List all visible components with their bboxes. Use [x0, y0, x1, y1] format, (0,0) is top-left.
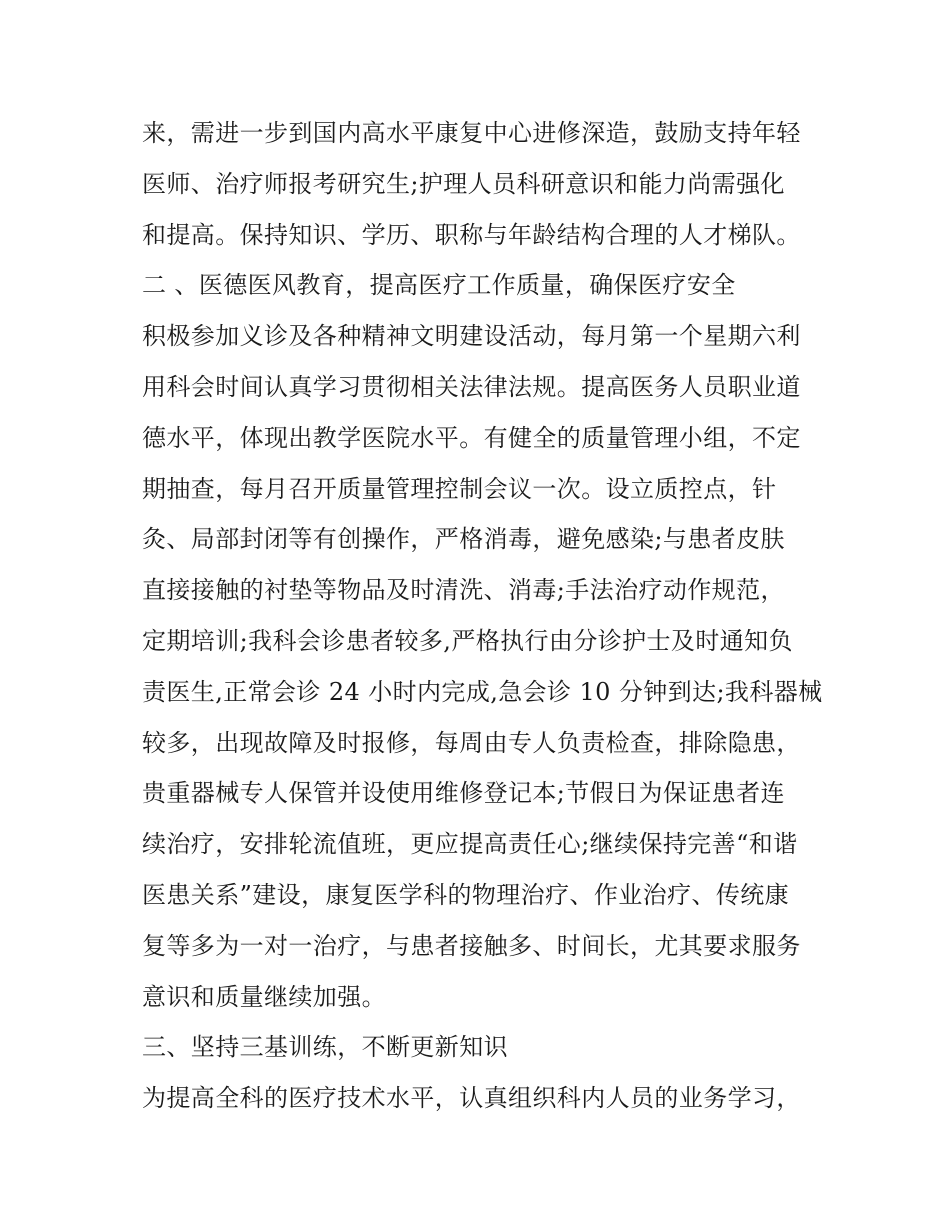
text-line: 来，需进一步到国内高水平康复中心进修深造，鼓励支持年轻 [142, 119, 801, 147]
text-line: 积极参加义诊及各种精神文明建设活动，每月第一个星期六利 [142, 322, 801, 351]
text-line: 和提高。保持知识、学历、职称与年龄结构合理的人才梯队。 [142, 220, 801, 249]
text-line: 期抽查，每月召开质量管理控制会议一次。设立质控点，针 [142, 474, 777, 503]
text-line: 为提高全科的医疗技术水平，认真组织科内人员的业务学习， [142, 1084, 801, 1113]
text-line: 医患关系”建设，康复医学科的物理治疗、作业治疗、传统康 [142, 880, 790, 909]
text-line: 用科会时间认真学习贯彻相关法律法规。提高医务人员职业道 [142, 372, 801, 401]
text-line: 直接接触的衬垫等物品及时清洗、消毒;手法治疗动作规范， [142, 576, 785, 605]
text-line: 贵重器械专人保管并设使用维修登记本;节假日为保证患者连 [142, 779, 785, 808]
section-heading: 三、坚持三基训练，不断更新知识 [142, 1033, 508, 1062]
text-line: 意识和质量继续加强。 [142, 982, 386, 1011]
section-heading: 二 、医德医风教育，提高医疗工作质量，确保医疗安全 [142, 271, 736, 300]
text-line: 责医生,正常会诊 24 小时内完成,急会诊 10 分钟到达;我科器械 [142, 677, 823, 706]
document-body [142, 108, 832, 1124]
text-line: 较多，出现故障及时报修，每周由专人负责检查，排除隐患， [142, 728, 801, 757]
text-line: 医师、治疗师报考研究生;护理人员科研意识和能力尚需强化 [142, 169, 785, 198]
text-line: 定期培训;我科会诊患者较多,严格执行由分诊护士及时通知负 [142, 626, 793, 655]
text-line: 复等多为一对一治疗，与患者接触多、时间长，尤其要求服务 [142, 931, 801, 960]
text-line: 灸、局部封闭等有创操作，严格消毒，避免感染;与患者皮肤 [142, 525, 785, 554]
text-line: 德水平，体现出教学医院水平。有健全的质量管理小组，不定 [142, 423, 801, 452]
text-line: 续治疗，安排轮流值班，更应提高责任心;继续保持完善“和谐 [142, 830, 798, 859]
